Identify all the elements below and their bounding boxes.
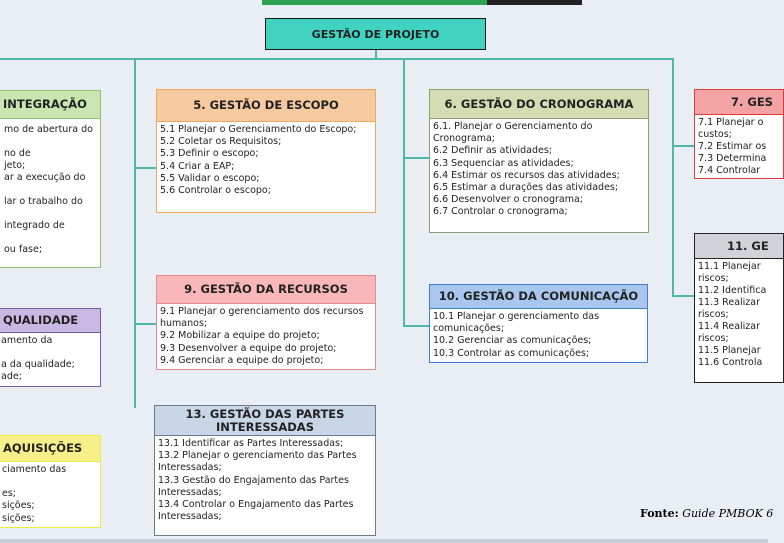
list-item: 6.3 Sequenciar as atividades;: [433, 157, 574, 169]
connector: [672, 295, 694, 297]
node-qualidade-title: QUALIDADE: [0, 308, 101, 333]
node-custos-body: [694, 115, 784, 179]
list-item: 6.1. Planejar o Gerenciamento do Cronograma;: [433, 121, 593, 145]
list-item: 6.7 Controlar o cronograma;: [433, 206, 568, 218]
node-integracao-title: INTEGRAÇÃO: [0, 90, 101, 119]
node-qualidade-body: [0, 333, 101, 387]
node-riscos-body: [694, 259, 784, 383]
list-item: 11.4 Realizar: [698, 321, 761, 332]
root-title: GESTÃO DE PROJETO: [265, 18, 486, 50]
list-item: sições;: [2, 500, 35, 512]
node-custos: [694, 89, 784, 179]
list-item: 7.1 Planejar o: [698, 117, 764, 128]
node-cronograma-title: 6. GESTÃO DO CRONOGRAMA: [429, 89, 649, 119]
node-integracao: [0, 90, 101, 268]
list-item: 5.5 Validar o escopo;: [160, 172, 260, 184]
list-item: 7.4 Controlar: [698, 165, 761, 176]
list-item: 11.1 Planejar: [698, 261, 761, 272]
list-item: 5.3 Definir o escopo;: [160, 148, 259, 160]
list-item: a da qualidade;: [1, 359, 75, 371]
node-recursos: [156, 275, 376, 370]
list-item: 13.3 Gestão do Engajamento das Partes Interessadas;: [158, 474, 349, 498]
list-item: 7.2 Estimar os: [698, 141, 767, 152]
node-aquisicoes-body: [0, 462, 101, 528]
connector: [403, 325, 429, 327]
list-item: 9.3 Desenvolver a equipe do projeto;: [160, 342, 337, 354]
node-custos-title: 7. GES: [694, 89, 784, 115]
node-escopo-title: 5. GESTÃO DE ESCOPO: [156, 89, 376, 122]
list-item: ade;: [1, 371, 22, 383]
node-escopo-body: [156, 122, 376, 213]
list-item: 5.1 Planejar o Gerenciamento do Escopo;: [160, 124, 357, 135]
source-ref: Guide PMBOK 6: [682, 507, 774, 520]
list-item: no de: [4, 148, 31, 159]
list-item: 13.1 Identificar as Partes Interessadas;: [158, 438, 344, 449]
list-item: 9.4 Gerenciar a equipe do projeto;: [160, 354, 324, 366]
list-item: 6.6 Desenvolver o cronograma;: [433, 194, 584, 206]
node-partes: [154, 405, 376, 536]
list-item: 6.4 Estimar os recursos das atividades;: [433, 169, 620, 181]
node-aquisicoes-title: AQUISIÇÕES: [0, 435, 101, 462]
list-item: 9.2 Mobilizar a equipe do projeto;: [160, 330, 320, 342]
list-item: riscos;: [698, 309, 729, 320]
bottom-bar: [0, 539, 768, 543]
source-caption: [640, 507, 773, 520]
list-item: 11.3 Realizar: [698, 297, 761, 308]
node-cronograma: [429, 89, 649, 233]
node-qualidade: [0, 308, 101, 387]
list-item: 5.4 Criar a EAP;: [160, 160, 235, 172]
node-riscos-title: 11. GE: [694, 233, 784, 259]
list-item: mo de abertura do: [4, 124, 93, 135]
list-item: 10.1 Planejar o gerenciamento das comunicações;: [433, 311, 600, 335]
node-escopo: [156, 89, 376, 213]
connector: [0, 58, 673, 60]
source-label: Fonte:: [640, 507, 679, 520]
connector: [134, 323, 156, 325]
connector: [134, 167, 156, 169]
list-item: ou fase;: [4, 244, 43, 255]
top-bar-dark: [487, 0, 582, 5]
list-item: 11.5 Planejar: [698, 345, 761, 356]
list-item: 10.3 Controlar as comunicações;: [433, 347, 590, 359]
list-item: 5.6 Controlar o escopo;: [160, 185, 271, 197]
list-item: 9.1 Planejar o gerenciamento dos recursos humanos;: [160, 306, 364, 330]
list-item: jeto;: [4, 160, 26, 171]
list-item: ar a execução do: [4, 172, 86, 183]
node-comunicacao: [429, 284, 648, 363]
list-item: es;: [2, 488, 16, 500]
connector: [134, 58, 136, 408]
list-item: 5.2 Coletar os Requisitos;: [160, 136, 282, 148]
node-partes-title: 13. GESTÃO DAS PARTES INTERESSADAS: [154, 405, 376, 436]
list-item: 11.6 Controla: [698, 357, 763, 368]
list-item: riscos;: [698, 333, 729, 344]
list-item: 7.3 Determina: [698, 153, 767, 164]
list-item: sições;: [2, 512, 35, 524]
connector: [403, 58, 405, 326]
node-comunicacao-title: 10. GESTÃO DA COMUNICAÇÃO: [429, 284, 648, 309]
connector: [672, 58, 674, 296]
connector: [403, 157, 429, 159]
node-aquisicoes: [0, 435, 101, 528]
top-bar: [262, 0, 582, 5]
list-item: 13.2 Planejar o gerenciamento das Partes Interessadas;: [158, 450, 357, 474]
root-node: [265, 18, 486, 50]
node-riscos: [694, 233, 784, 383]
list-item: 11.2 Identifica: [698, 285, 767, 296]
list-item: 6.5 Estimar a durações das atividades;: [433, 182, 619, 194]
list-item: ciamento das: [2, 464, 67, 475]
list-item: 6.2 Definir as atividades;: [433, 145, 552, 157]
node-comunicacao-body: [429, 309, 648, 363]
node-recursos-body: [156, 304, 376, 370]
list-item: riscos;: [698, 273, 729, 284]
list-item: 13.4 Controlar o Engajamento das Partes Interessadas;: [158, 499, 354, 523]
node-cronograma-body: [429, 119, 649, 233]
list-item: integrado de: [4, 220, 65, 231]
list-item: amento da: [1, 335, 53, 346]
node-integracao-body: [0, 119, 101, 268]
list-item: 10.2 Gerenciar as comunicações;: [433, 335, 592, 347]
node-partes-body: [154, 436, 376, 536]
connector: [672, 145, 694, 147]
list-item: lar o trabalho do: [4, 196, 83, 207]
list-item: custos;: [698, 129, 732, 140]
node-recursos-title: 9. GESTÃO DA RECURSOS: [156, 275, 376, 304]
